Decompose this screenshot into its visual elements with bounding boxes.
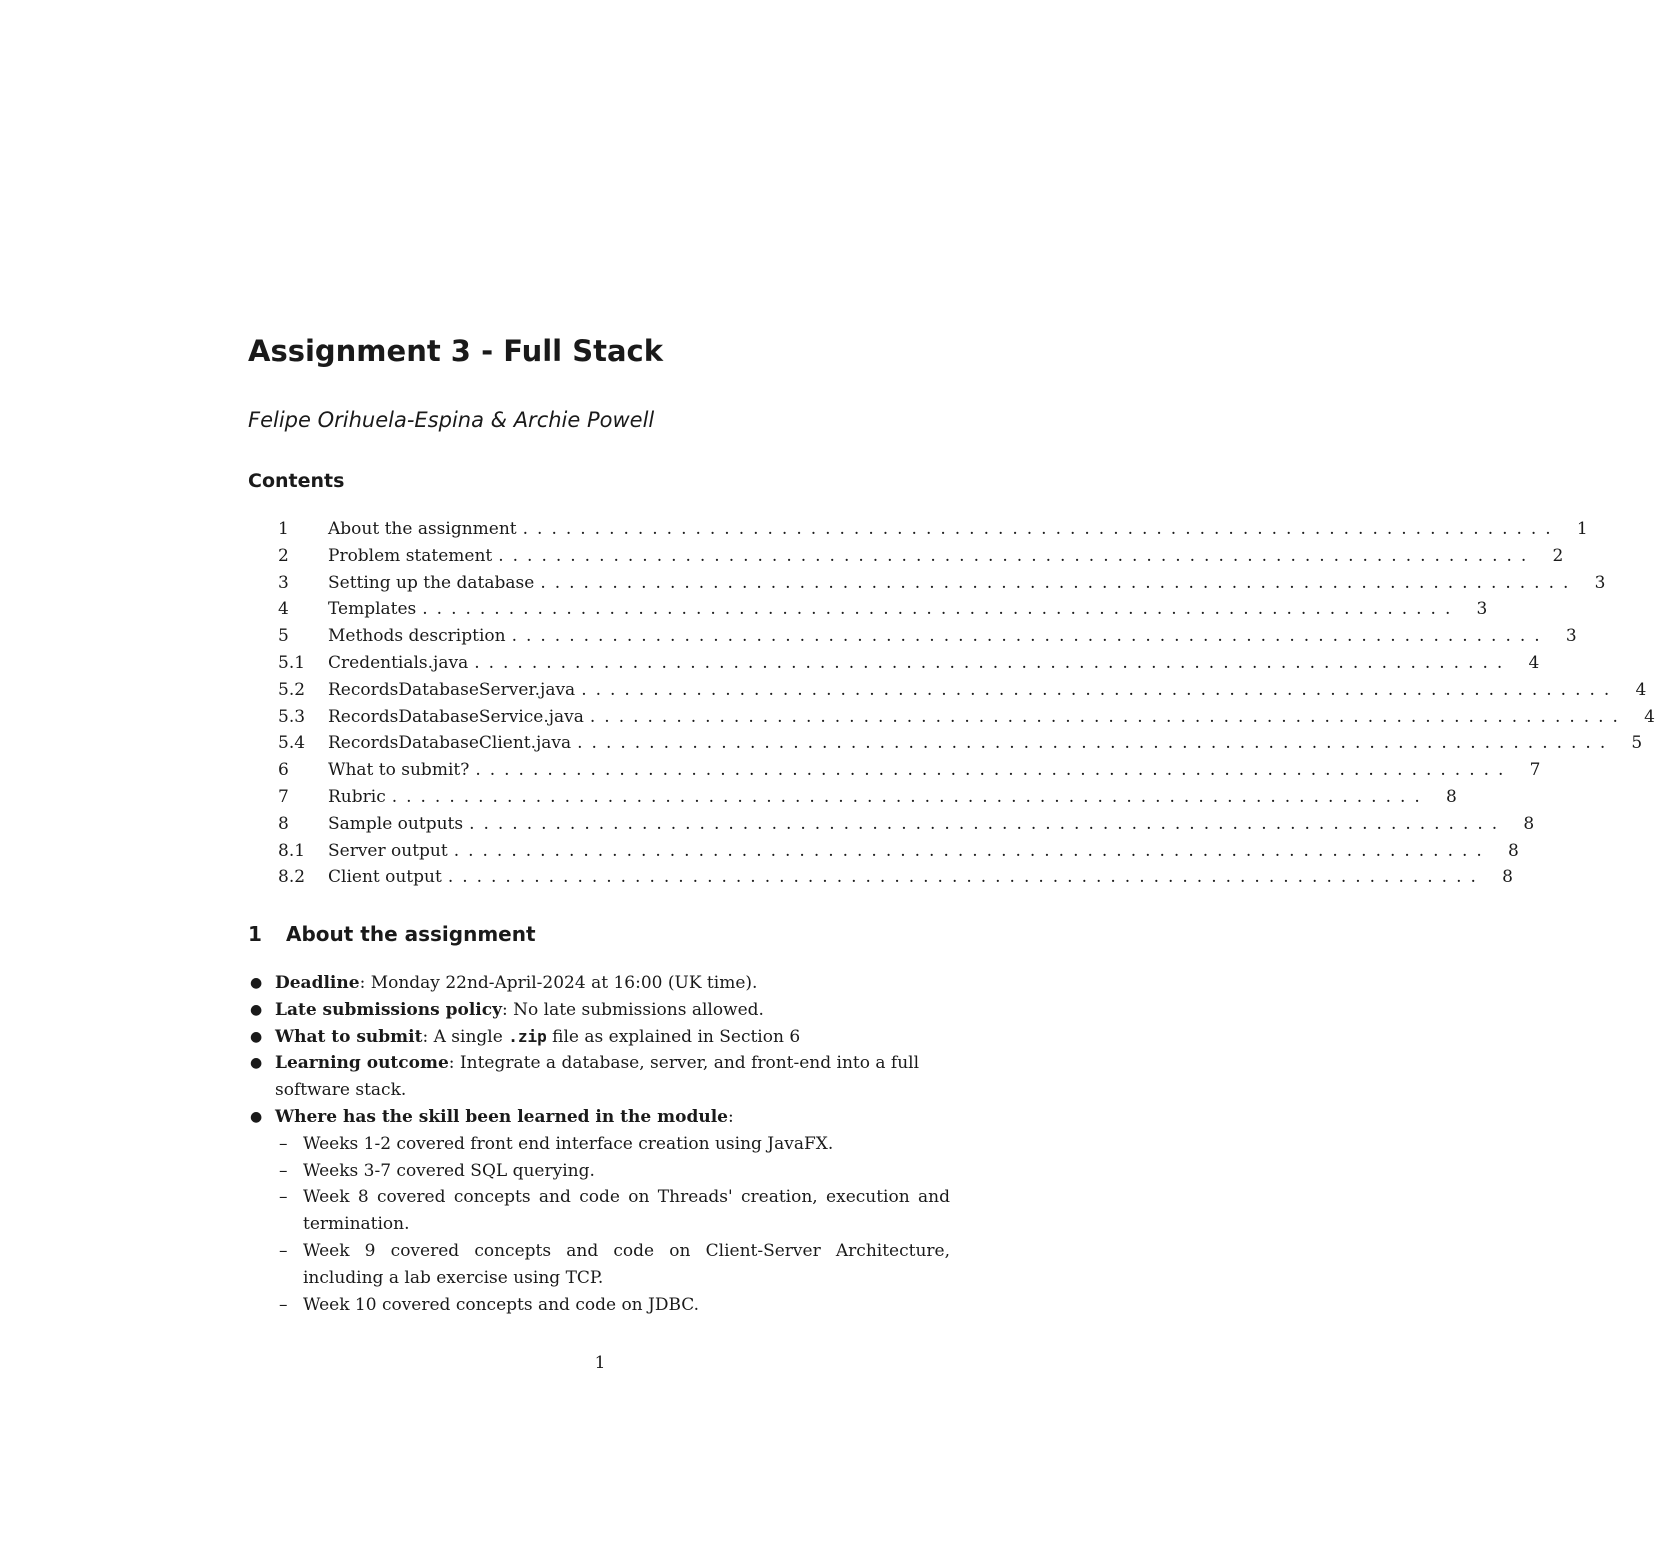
bullet-text: A single xyxy=(433,1026,503,1047)
sub-item-weeks-1-2 xyxy=(275,1131,950,1158)
toc-entry[interactable] xyxy=(278,811,1535,838)
toc-leader-dots: ........................................................................ xyxy=(453,840,1491,861)
toc-entry-label: Templates xyxy=(328,599,417,620)
toc-entry[interactable] xyxy=(278,623,1577,650)
document-authors: Felipe Orihuela-Espina & Archie Powell xyxy=(248,408,655,432)
sub-item-text: Week 8 covered concepts and code on Threads' creation, execution and termination. xyxy=(303,1187,950,1235)
bullet-icon: ● xyxy=(250,975,263,991)
sub-item-text: Week 10 covered concepts and code on JDBC. xyxy=(303,1294,700,1315)
bullet-text: No late submissions allowed. xyxy=(513,999,764,1020)
toc-entry-page: 4 xyxy=(1635,679,1647,700)
section-title: About the assignment xyxy=(286,922,536,946)
dash-icon: – xyxy=(279,1160,288,1181)
toc-entry-label: Sample outputs xyxy=(328,813,464,834)
toc-entry[interactable] xyxy=(278,757,1541,784)
toc-entry-number: 6 xyxy=(278,760,289,781)
bullet-icon: ● xyxy=(250,1001,263,1018)
toc-entry[interactable] xyxy=(278,570,1606,597)
toc-entry-label: Problem statement xyxy=(328,545,493,566)
bullet-text: Monday 22nd-April-2024 at 16:00 (UK time). xyxy=(370,973,758,993)
section-heading-about xyxy=(248,919,536,949)
toc-entry-label: Rubric xyxy=(328,786,386,807)
toc-entry-label: RecordsDatabaseClient.java xyxy=(328,733,572,754)
section-6-reference[interactable]: file as explained in Section 6 xyxy=(552,1026,801,1047)
toc-entry-page: 8 xyxy=(1502,867,1513,888)
dash-icon: – xyxy=(279,1187,288,1208)
toc-entry-number: 8.2 xyxy=(278,867,306,888)
toc-entry-label: Client output xyxy=(328,867,442,888)
toc-entry-number: 1 xyxy=(278,519,289,539)
sub-item-text: Week 9 covered concepts and code on Client-Server Architecture, including a lab exercise using TCP. xyxy=(303,1240,950,1288)
dash-icon: – xyxy=(279,1294,288,1315)
sub-item-week-9 xyxy=(275,1238,950,1292)
toc-entry-label: What to submit? xyxy=(328,760,470,781)
toc-entry-page: 4 xyxy=(1528,652,1540,673)
toc-entry-page: 3 xyxy=(1594,572,1606,593)
sub-item-text: Weeks 3-7 covered SQL querying. xyxy=(303,1160,595,1181)
page-number: 1 xyxy=(594,1353,606,1373)
toc-entry[interactable] xyxy=(278,704,1655,731)
toc-entry-label: Setting up the database xyxy=(328,572,535,593)
toc-entry-page: 1 xyxy=(1576,519,1588,539)
sub-item-week-8 xyxy=(275,1184,950,1238)
toc-entry[interactable] xyxy=(278,838,1519,865)
bullet-late-policy: ● Late submissions policy: No late submissions allowed. xyxy=(248,997,950,1024)
toc-entry-number: 7 xyxy=(278,786,289,807)
toc-leader-dots: ........................................................................ xyxy=(577,733,1615,754)
toc-leader-dots: ........................................................................ xyxy=(498,545,1536,566)
toc-entry-number: 8 xyxy=(278,813,289,834)
bullet-deadline: ● Deadline: Monday 22nd-April-2024 at 16:00 (UK time). xyxy=(248,970,950,997)
bullet-icon: ● xyxy=(250,1028,263,1045)
toc-entry[interactable] xyxy=(278,650,1540,677)
contents-heading: Contents xyxy=(248,470,345,492)
bullet-term: Where has the skill been learned in the module xyxy=(275,1106,728,1127)
sub-item-weeks-3-7 xyxy=(275,1158,950,1185)
toc-entry-page: 5 xyxy=(1631,733,1643,754)
toc-leader-dots: ........................................................................ xyxy=(475,760,1513,781)
toc-entry-page: 4 xyxy=(1644,706,1655,727)
bullet-term: Deadline xyxy=(275,973,360,993)
table-of-contents xyxy=(278,516,1655,891)
toc-leader-dots: ........................................................................ xyxy=(447,867,1485,888)
dash-icon: – xyxy=(279,1133,288,1154)
toc-entry-label: RecordsDatabaseService.java xyxy=(328,706,584,727)
sub-item-week-10 xyxy=(275,1292,950,1319)
toc-leader-dots: ........................................................................ xyxy=(391,786,1429,807)
toc-entry-number: 5 xyxy=(278,626,289,647)
toc-entry[interactable] xyxy=(278,677,1647,704)
toc-entry-page: 8 xyxy=(1445,786,1457,807)
toc-leader-dots: ........................................................................ xyxy=(422,599,1460,620)
toc-entry-number: 5.1 xyxy=(278,652,306,673)
toc-entry-label: RecordsDatabaseServer.java xyxy=(328,679,576,700)
toc-entry-page: 8 xyxy=(1523,813,1535,834)
bullet-icon: ● xyxy=(250,1055,263,1072)
bullet-icon: ● xyxy=(250,1108,263,1125)
about-bullet-list xyxy=(248,970,950,1318)
bullet-term: Learning outcome xyxy=(275,1053,449,1074)
toc-leader-dots: ........................................................................ xyxy=(540,572,1578,593)
toc-entry-page: 2 xyxy=(1552,545,1564,566)
toc-entry[interactable] xyxy=(278,730,1643,757)
bullet-learning-outcome: ● Learning outcome: Integrate a database, server, and front-end into a full software stack. xyxy=(248,1050,950,1104)
toc-entry[interactable] xyxy=(278,516,1588,543)
toc-leader-dots: ........................................................................ xyxy=(589,706,1627,727)
toc-entry-number: 2 xyxy=(278,545,289,566)
toc-entry-number: 5.4 xyxy=(278,733,306,754)
document-title: Assignment 3 - Full Stack xyxy=(248,334,663,368)
sub-item-text: Weeks 1-2 covered front end interface creation using JavaFX. xyxy=(303,1133,834,1154)
toc-entry-number: 4 xyxy=(278,599,289,620)
zip-code-text: .zip xyxy=(508,1026,547,1046)
toc-entry-number: 3 xyxy=(278,572,289,593)
toc-leader-dots: ........................................................................ xyxy=(511,626,1549,647)
toc-entry-label: Server output xyxy=(328,840,448,861)
bullet-term: Late submissions policy xyxy=(275,999,502,1020)
toc-leader-dots: ........................................................................ xyxy=(474,652,1512,673)
toc-leader-dots: ........................................................................ xyxy=(581,679,1619,700)
toc-entry[interactable] xyxy=(278,864,1513,891)
skill-sub-list xyxy=(275,1131,950,1319)
toc-entry[interactable] xyxy=(278,596,1488,623)
bullet-term: What to submit xyxy=(275,1026,423,1047)
toc-entry-number: 5.3 xyxy=(278,706,306,727)
toc-entry-label: About the assignment xyxy=(328,519,517,539)
toc-leader-dots: ........................................................................ xyxy=(469,813,1507,834)
toc-entry-page: 3 xyxy=(1476,599,1488,620)
bullet-what-to-submit: ● What to submit: A single .zip file as explained in Section 6 xyxy=(248,1024,950,1051)
section-number: 1 xyxy=(248,922,262,946)
toc-entry-number: 5.2 xyxy=(278,679,306,700)
toc-entry[interactable] xyxy=(278,784,1457,811)
toc-entry-page: 3 xyxy=(1565,626,1577,647)
dash-icon: – xyxy=(279,1240,288,1261)
bullet-text: Integrate a database, server, and front-end into a full software stack. xyxy=(275,1053,920,1101)
bullet-skill-learned: ● Where has the skill been learned in the module: – Weeks 1-2 covered front end interface creation using JavaFX. – Weeks 3-7 covered SQL querying. – Week 8 covered concepts and code on Threads' creation, execution and termination. – Week 9 covered concepts and code on Client-Server Architecture, including a lab exercise using TCP. – Week 10 covered concepts and code on JDBC. xyxy=(248,1104,950,1318)
toc-entry-label: Credentials.java xyxy=(328,652,469,673)
toc-entry-label: Methods description xyxy=(328,626,506,647)
toc-entry[interactable] xyxy=(278,543,1564,570)
toc-entry-page: 8 xyxy=(1507,840,1519,861)
toc-entry-number: 8.1 xyxy=(278,840,306,861)
toc-entry-page: 7 xyxy=(1529,760,1541,781)
toc-leader-dots: ........................................................................ xyxy=(522,519,1560,539)
